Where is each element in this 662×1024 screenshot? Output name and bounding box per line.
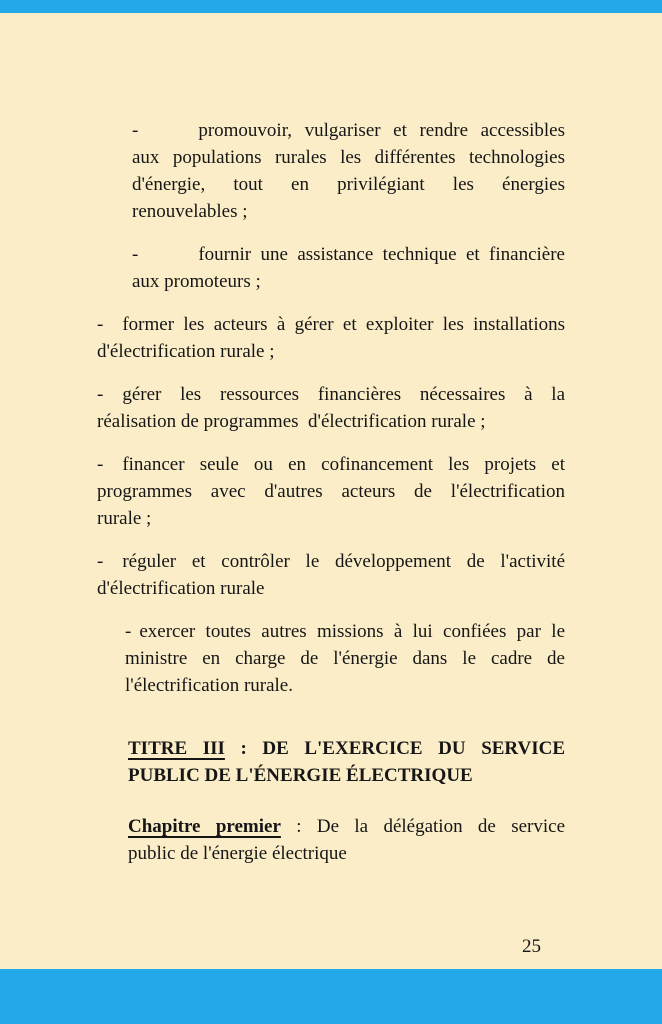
page-content bbox=[97, 13, 565, 867]
bullet-dash: - bbox=[132, 244, 139, 265]
text-line bbox=[97, 381, 565, 408]
text-line: programmes avec d'autres acteurs de l'électrification bbox=[97, 481, 565, 502]
bullet-paragraph bbox=[132, 117, 565, 225]
chapter-underlined-text: Chapitre premier bbox=[128, 816, 281, 837]
page-number: 25 bbox=[522, 936, 541, 957]
text-line bbox=[132, 241, 565, 268]
top-blue-bar bbox=[0, 0, 662, 13]
bullet-paragraph bbox=[132, 241, 565, 295]
line-text: gérer les ressources financières nécessaires à la bbox=[122, 384, 565, 405]
bullet-dash: - bbox=[125, 621, 132, 642]
chapter-line: public de l'énergie électrique bbox=[128, 843, 347, 864]
text-line bbox=[97, 311, 565, 338]
bullet-dash: - bbox=[97, 384, 104, 405]
line-text: exercer toutes autres missions à lui confiées par le bbox=[139, 621, 565, 642]
bullet-paragraph bbox=[97, 548, 565, 602]
bullet-paragraph bbox=[97, 451, 565, 532]
text-line: aux populations rurales les différentes technologies bbox=[132, 147, 565, 168]
bullet-paragraph bbox=[97, 381, 565, 435]
text-line: l'électrification rurale. bbox=[125, 675, 293, 696]
text-line bbox=[97, 548, 565, 575]
heading-line bbox=[128, 735, 565, 762]
bullet-dash: - bbox=[97, 551, 104, 572]
text-line: réalisation de programmes d'électrification rurale ; bbox=[97, 411, 486, 432]
text-line bbox=[125, 618, 565, 645]
line-text: former les acteurs à gérer et exploiter les installations bbox=[122, 314, 565, 335]
line-text: fournir une assistance technique et financière bbox=[198, 244, 565, 265]
text-line bbox=[132, 117, 565, 144]
bullet-dash: - bbox=[97, 454, 104, 475]
bullet-paragraph bbox=[97, 311, 565, 365]
text-line: d'énergie, tout en privilégiant les énergies bbox=[132, 174, 565, 195]
text-line: d'électrification rurale ; bbox=[97, 341, 275, 362]
bullet-dash: - bbox=[97, 314, 104, 335]
chapter-line bbox=[128, 813, 565, 840]
chapter-text: : De la délégation de service bbox=[280, 816, 566, 837]
chapter-heading bbox=[128, 813, 565, 867]
line-text: promouvoir, vulgariser et rendre accessibles bbox=[198, 120, 565, 141]
text-line bbox=[97, 451, 565, 478]
heading-line: PUBLIC DE L'ÉNERGIE ÉLECTRIQUE bbox=[128, 765, 473, 786]
line-text: réguler et contrôler le développement de l'activité bbox=[122, 551, 565, 572]
title-heading bbox=[128, 735, 565, 789]
text-line: ministre en charge de l'énergie dans le cadre de bbox=[125, 648, 565, 669]
bullet-paragraph bbox=[125, 618, 565, 699]
heading-underlined-text: TITRE III bbox=[128, 738, 225, 759]
text-line: aux promoteurs ; bbox=[132, 271, 261, 292]
bottom-blue-bar bbox=[0, 969, 662, 1024]
heading-text: : DE L'EXERCICE DU SERVICE bbox=[224, 738, 565, 759]
text-line: renouvelables ; bbox=[132, 201, 248, 222]
bullet-dash: - bbox=[132, 120, 139, 141]
text-line: rurale ; bbox=[97, 508, 152, 529]
line-text: financer seule ou en cofinancement les projets et bbox=[122, 454, 565, 475]
text-line: d'électrification rurale bbox=[97, 578, 265, 599]
